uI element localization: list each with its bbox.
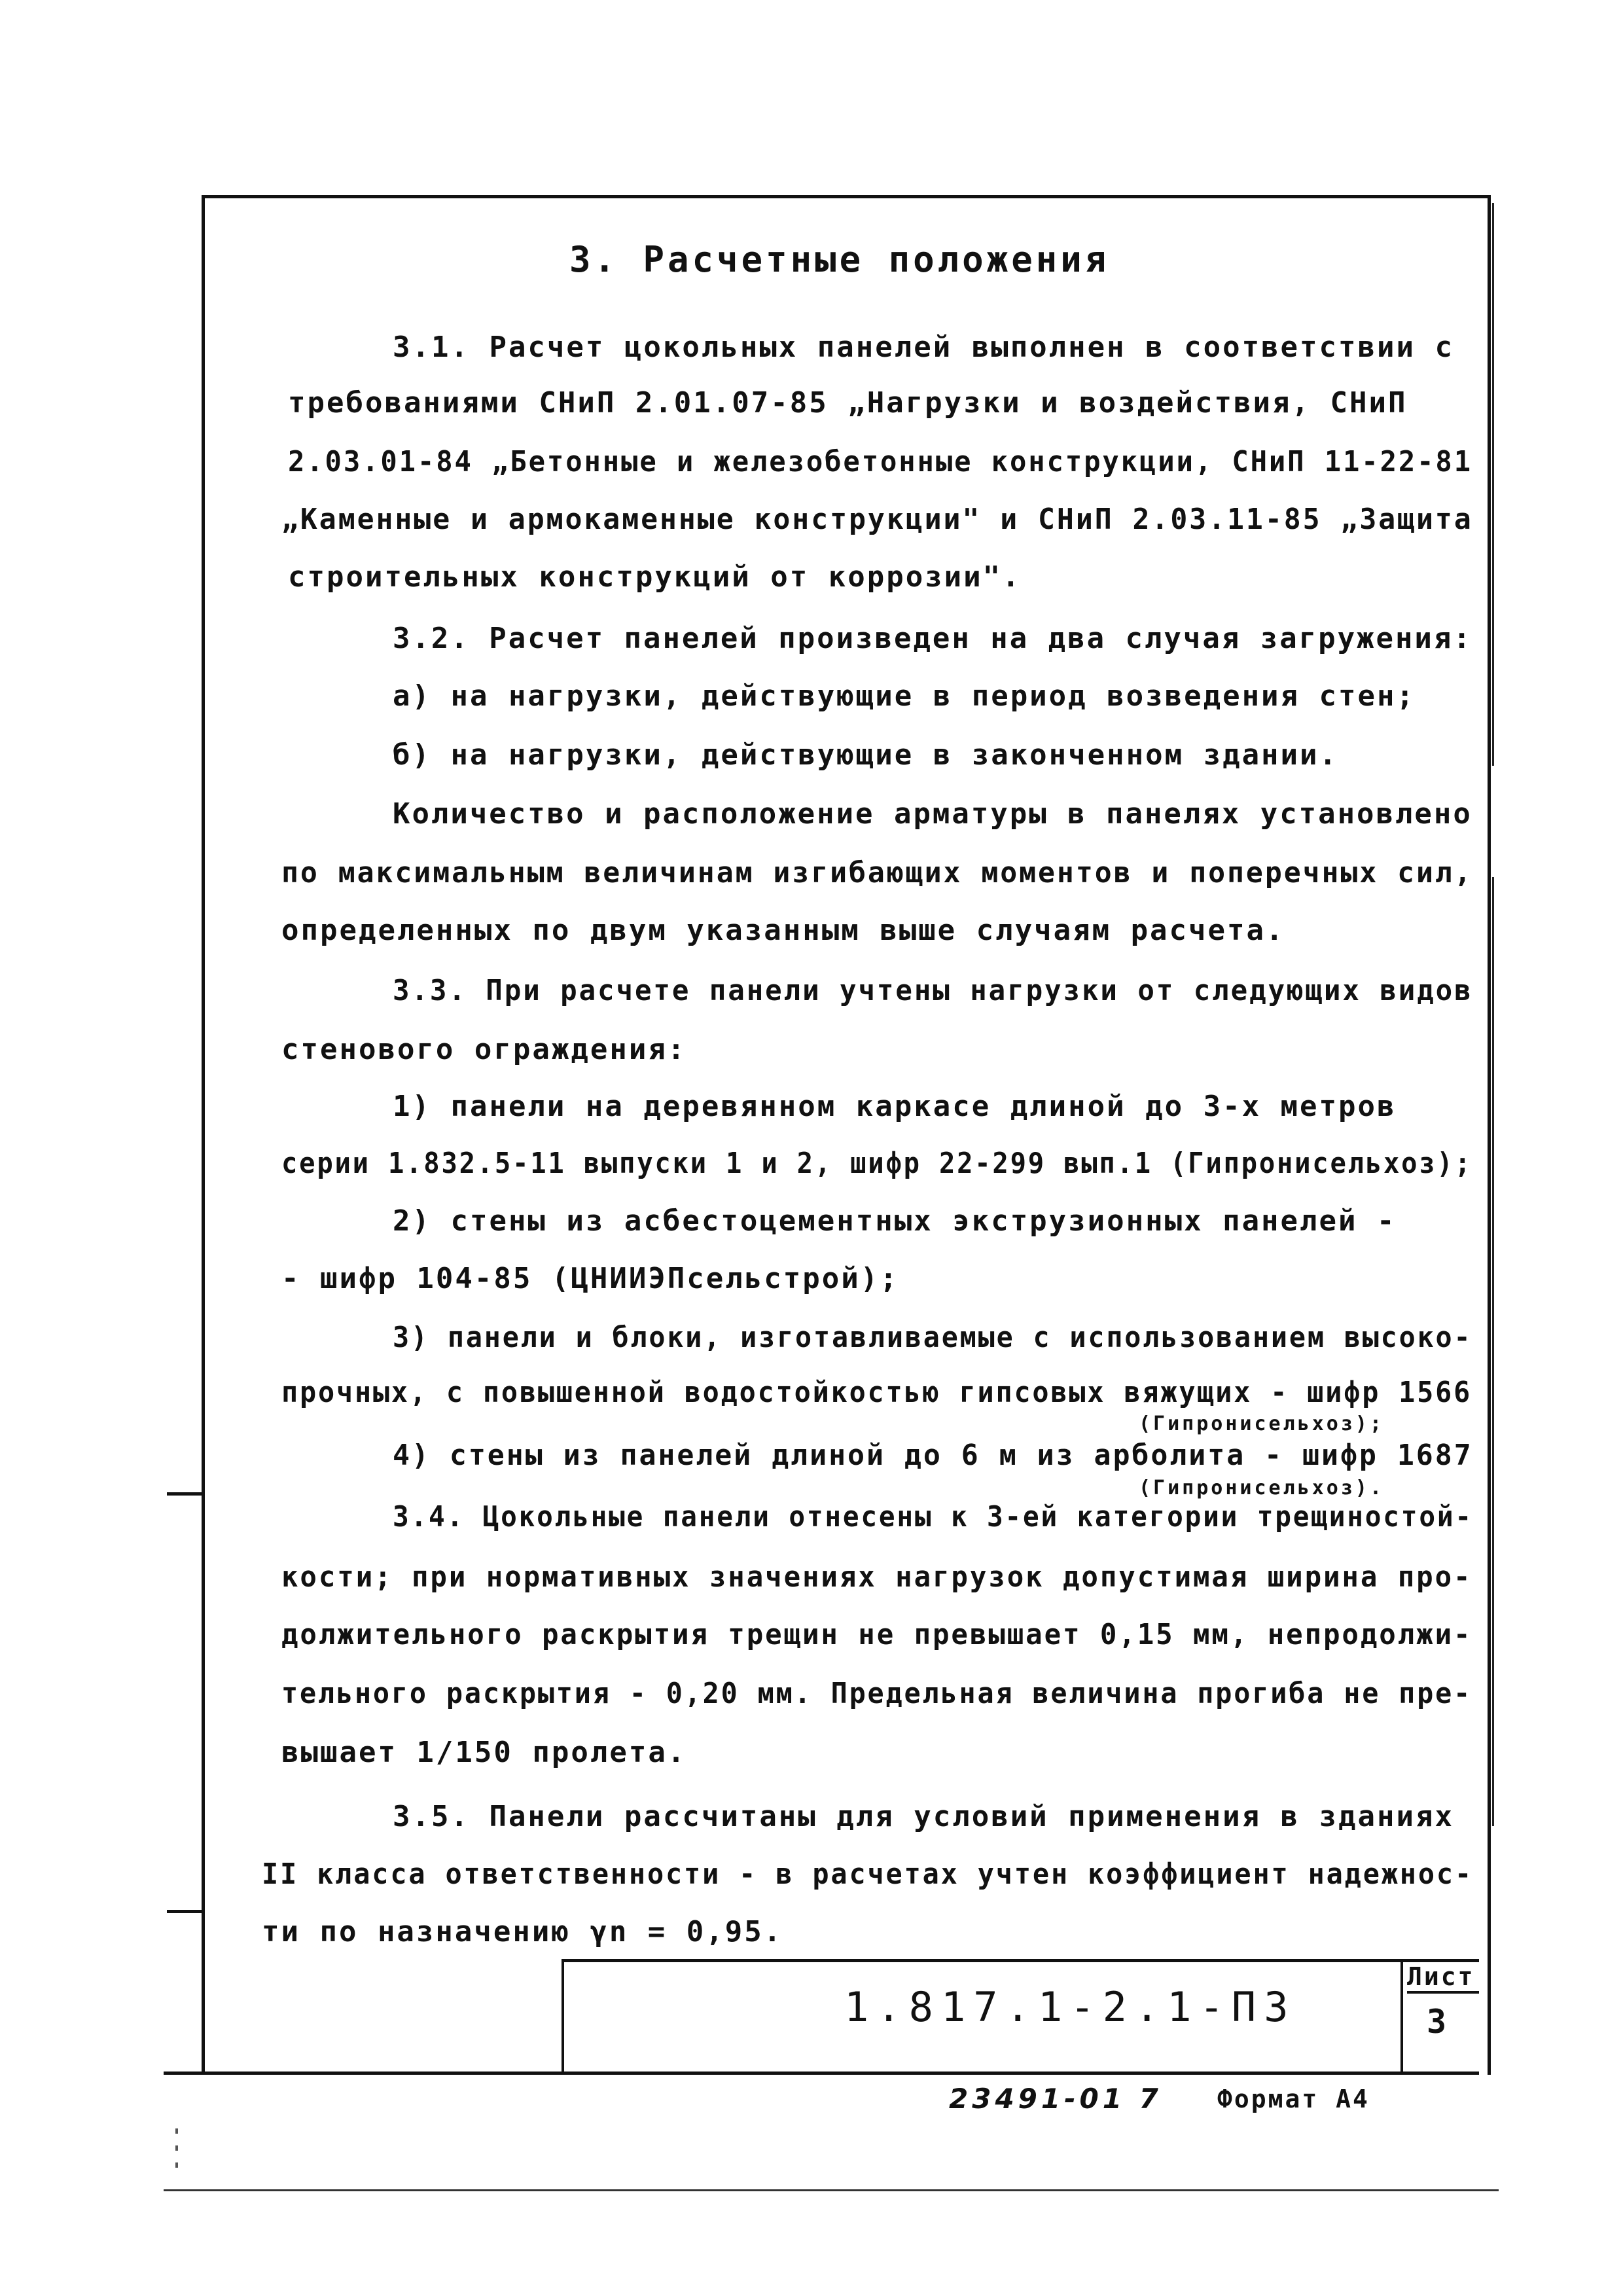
section-title: 3. Расчетные положения: [569, 239, 1110, 280]
text-line: „Каменные и армокаменные конструкции" и СНиП 2.03.11-85 „Защита: [281, 503, 1473, 536]
text-line: ти по назначению γn = 0,95.: [262, 1915, 783, 1948]
text-line: 3.5. Панели рассчитаны для условий применения в зданиях: [393, 1800, 1454, 1833]
text-line: строительных конструкций от коррозии".: [288, 560, 1022, 594]
text-line: 1) панели на деревянном каркасе длиной до 3-х метров: [393, 1090, 1397, 1123]
text-line: серии 1.832.5-11 выпуски 1 и 2, шифр 22-299 вып.1 (Гипронисельхоз);: [281, 1147, 1472, 1180]
sheet-number: 3: [1427, 2003, 1449, 2041]
text-line: Количество и расположение арматуры в панелях установлено: [393, 797, 1472, 831]
document-code: 1.817.1-2.1-ПЗ: [844, 1983, 1296, 2031]
text-line: II класса ответственности - в расчетах учтен коэффициент надежнос-: [262, 1857, 1473, 1891]
text-line: тельного раскрытия - 0,20 мм. Предельная величина прогиба не пре-: [281, 1677, 1472, 1710]
text-line: вышает 1/150 пролета.: [281, 1736, 687, 1769]
text-line: 3.2. Расчет панелей произведен на два случая загружения:: [393, 622, 1472, 655]
margin-dot: [175, 2128, 178, 2134]
margin-dot: [175, 2162, 178, 2168]
binding-tick: [167, 1492, 203, 1496]
text-line: б) на нагрузки, действующие в законченном здании.: [393, 738, 1339, 772]
inventory-number: 23491-01 7: [949, 2083, 1162, 2115]
sheet-label: Лист: [1407, 1962, 1479, 1994]
text-line: стенового ограждения:: [281, 1033, 687, 1066]
binding-tick: [167, 1910, 203, 1913]
text-line: требованиями СНиП 2.01.07-85 „Нагрузки и воздействия, СНиП: [288, 386, 1408, 420]
text-line: 3.4. Цокольные панели отнесены к 3-ей категории трещиностой-: [393, 1500, 1473, 1534]
page-format: Формат А4: [1217, 2085, 1370, 2113]
trim-line: [164, 2189, 1499, 2191]
text-line: 3) панели и блоки, изготавливаемые с использованием высоко-: [393, 1321, 1472, 1354]
text-line: 2) стены из асбестоцементных экструзионных панелей -: [393, 1204, 1397, 1238]
text-line: должительного раскрытия трещин не превышает 0,15 мм, непродолжи-: [281, 1618, 1472, 1651]
margin-dot: [175, 2145, 178, 2151]
frame-outer-edge: [1492, 203, 1494, 766]
text-line: 2.03.01-84 „Бетонные и железобетонные конструкции, СНиП 11-22-81: [288, 445, 1472, 478]
text-line: 3.1. Расчет цокольных панелей выполнен в соответствии с: [393, 331, 1454, 364]
text-line: - шифр 104-85 (ЦНИИЭПсельстрой);: [281, 1262, 899, 1295]
text-line: 4) стены из панелей длиной до 6 м из арболита - шифр 1687: [393, 1439, 1473, 1472]
text-line: определенных по двум указанным выше случаям расчета.: [281, 914, 1285, 947]
text-line: по максимальным величинам изгибающих моментов и поперечных сил,: [281, 856, 1473, 889]
text-line: прочных, с повышенной водостойкостью гипсовых вяжущих - шифр 1566: [281, 1376, 1472, 1409]
text-note: (Гипронисельхоз).: [1139, 1477, 1385, 1499]
text-line: а) на нагрузки, действующие в период возведения стен;: [393, 679, 1416, 713]
frame-bottom-line: [164, 2072, 1479, 2075]
text-note: (Гипронисельхоз);: [1139, 1412, 1385, 1435]
text-line: 3.3. При расчете панели учтены нагрузки от следующих видов: [393, 974, 1473, 1007]
frame-outer-edge-lower: [1492, 877, 1494, 1826]
text-line: кости; при нормативных значениях нагрузок допустимая ширина про-: [281, 1560, 1472, 1594]
